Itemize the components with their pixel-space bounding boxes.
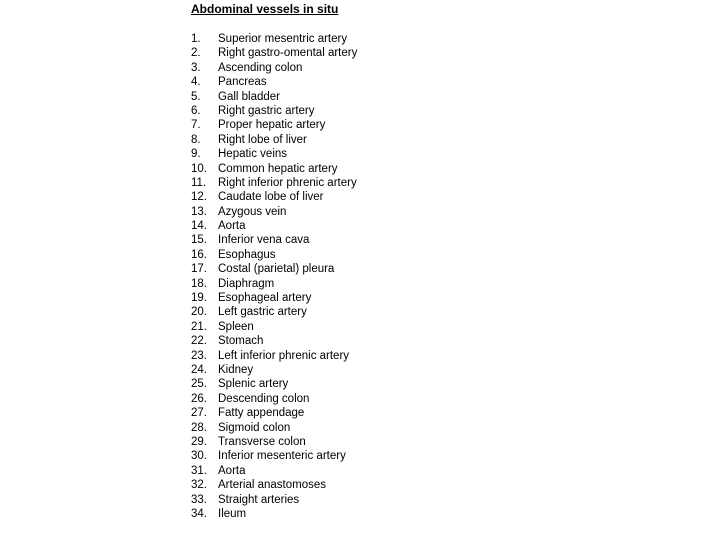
list-item-number: 34.	[191, 507, 207, 520]
list-item-label: Common hepatic artery	[218, 162, 338, 175]
list-item-number: 12.	[191, 191, 207, 204]
list-item	[191, 190, 357, 204]
list-item	[191, 406, 357, 420]
list-item-label: Splenic artery	[218, 378, 289, 391]
list-item-number: 6.	[191, 104, 201, 117]
list-item-label: Diaphragm	[218, 277, 275, 290]
list-item-number: 24.	[191, 363, 207, 376]
list-item-number: 10.	[191, 162, 207, 175]
list-item	[191, 392, 357, 406]
list-item-label: Proper hepatic artery	[218, 119, 326, 132]
list-item	[191, 262, 357, 276]
list-item	[191, 277, 357, 291]
list-item-number: 25.	[191, 378, 207, 391]
list-item-number: 31.	[191, 464, 207, 477]
list-item-label: Straight arteries	[218, 493, 300, 506]
list-item-number: 22.	[191, 335, 207, 348]
list-item	[191, 205, 357, 219]
list-item	[191, 421, 357, 435]
list-item-number: 21.	[191, 320, 207, 333]
list-item-label: Descending colon	[218, 392, 310, 405]
list-item	[191, 162, 357, 176]
list-item-label: Transverse colon	[218, 435, 306, 448]
list-item	[191, 449, 357, 463]
list-item	[191, 219, 357, 233]
list-item-label: Fatty appendage	[218, 407, 305, 420]
list-item	[191, 90, 357, 104]
list-item-number: 2.	[191, 47, 201, 60]
list-item	[191, 147, 357, 161]
list-item	[191, 32, 357, 46]
list-item-number: 1.	[191, 33, 201, 45]
list-item-label: Spleen	[218, 320, 254, 333]
list-item	[191, 46, 357, 60]
list-item	[191, 464, 357, 478]
list-item-label: Ileum	[218, 507, 247, 520]
list-item-number: 19.	[191, 292, 207, 305]
list-item-label: Right inferior phrenic artery	[218, 176, 357, 189]
list-item-number: 20.	[191, 306, 207, 319]
list-item-number: 33.	[191, 493, 207, 506]
list-item	[191, 118, 357, 132]
list-item	[191, 493, 357, 507]
list-item-number: 9.	[191, 148, 201, 161]
list-item-label: Inferior mesenteric artery	[218, 450, 346, 463]
list-item	[191, 75, 357, 89]
list-item	[191, 176, 357, 190]
list-item	[191, 61, 357, 75]
list-item-number: 15.	[191, 234, 207, 247]
list-item-number: 7.	[191, 119, 201, 132]
list-item-label: Right lobe of liver	[218, 133, 307, 146]
list-item	[191, 104, 357, 118]
list-item-number: 27.	[191, 407, 207, 420]
list-item-label: Costal (parietal) pleura	[218, 263, 335, 276]
list-item-number: 3.	[191, 61, 201, 74]
list-item-number: 18.	[191, 277, 207, 290]
list-item	[191, 248, 357, 262]
list-item-number: 16.	[191, 248, 207, 261]
list-item	[191, 435, 357, 449]
list-item-label: Pancreas	[218, 76, 267, 89]
list-item	[191, 478, 357, 492]
list-item	[191, 305, 357, 319]
list-item-number: 4.	[191, 76, 201, 89]
list-item-label: Superior mesentric artery	[218, 33, 348, 45]
list-item-label: Stomach	[218, 335, 264, 348]
list-item	[191, 377, 357, 391]
list-item-number: 23.	[191, 349, 207, 362]
list-item-number: 13.	[191, 205, 207, 218]
list-item	[191, 320, 357, 334]
list-item	[191, 349, 357, 363]
numbered-list	[191, 32, 357, 521]
list-item	[191, 507, 357, 521]
list-item	[191, 363, 357, 377]
list-item-label: Left gastric artery	[218, 306, 307, 319]
list-item-label: Aorta	[218, 220, 246, 233]
list-item-label: Inferior vena cava	[218, 234, 310, 247]
list-item-label: Esophageal artery	[218, 292, 312, 305]
list-item-number: 29.	[191, 435, 207, 448]
list-item-label: Kidney	[218, 363, 254, 376]
list-item	[191, 133, 357, 147]
list-item-number: 32.	[191, 479, 207, 492]
list-item-number: 26.	[191, 392, 207, 405]
list-item-label: Sigmoid colon	[218, 421, 291, 434]
list-item	[191, 334, 357, 348]
list-item-number: 11.	[191, 176, 207, 189]
list-item-label: Right gastric artery	[218, 104, 315, 117]
list-item-label: Left inferior phrenic artery	[218, 349, 350, 362]
list-item	[191, 291, 357, 305]
list-item-number: 5.	[191, 90, 201, 103]
list-item-number: 28.	[191, 421, 207, 434]
document-title: Abdominal vessels in situ	[191, 2, 339, 16]
list-item-label: Arterial anastomoses	[218, 479, 327, 492]
list-item-label: Right gastro-omental artery	[218, 47, 358, 60]
list-item	[191, 233, 357, 247]
document	[191, 2, 357, 521]
list-item-label: Aorta	[218, 464, 246, 477]
list-item-number: 14.	[191, 220, 207, 233]
list-item-number: 8.	[191, 133, 201, 146]
list-item-label: Hepatic veins	[218, 148, 288, 161]
list-item-label: Ascending colon	[218, 61, 303, 74]
list-item-number: 30.	[191, 450, 207, 463]
list-item-label: Azygous vein	[218, 205, 287, 218]
list-item-label: Gall bladder	[218, 90, 281, 103]
list-item-label: Esophagus	[218, 248, 276, 261]
list-item-label: Caudate lobe of liver	[218, 191, 324, 204]
list-item-number: 17.	[191, 263, 207, 276]
